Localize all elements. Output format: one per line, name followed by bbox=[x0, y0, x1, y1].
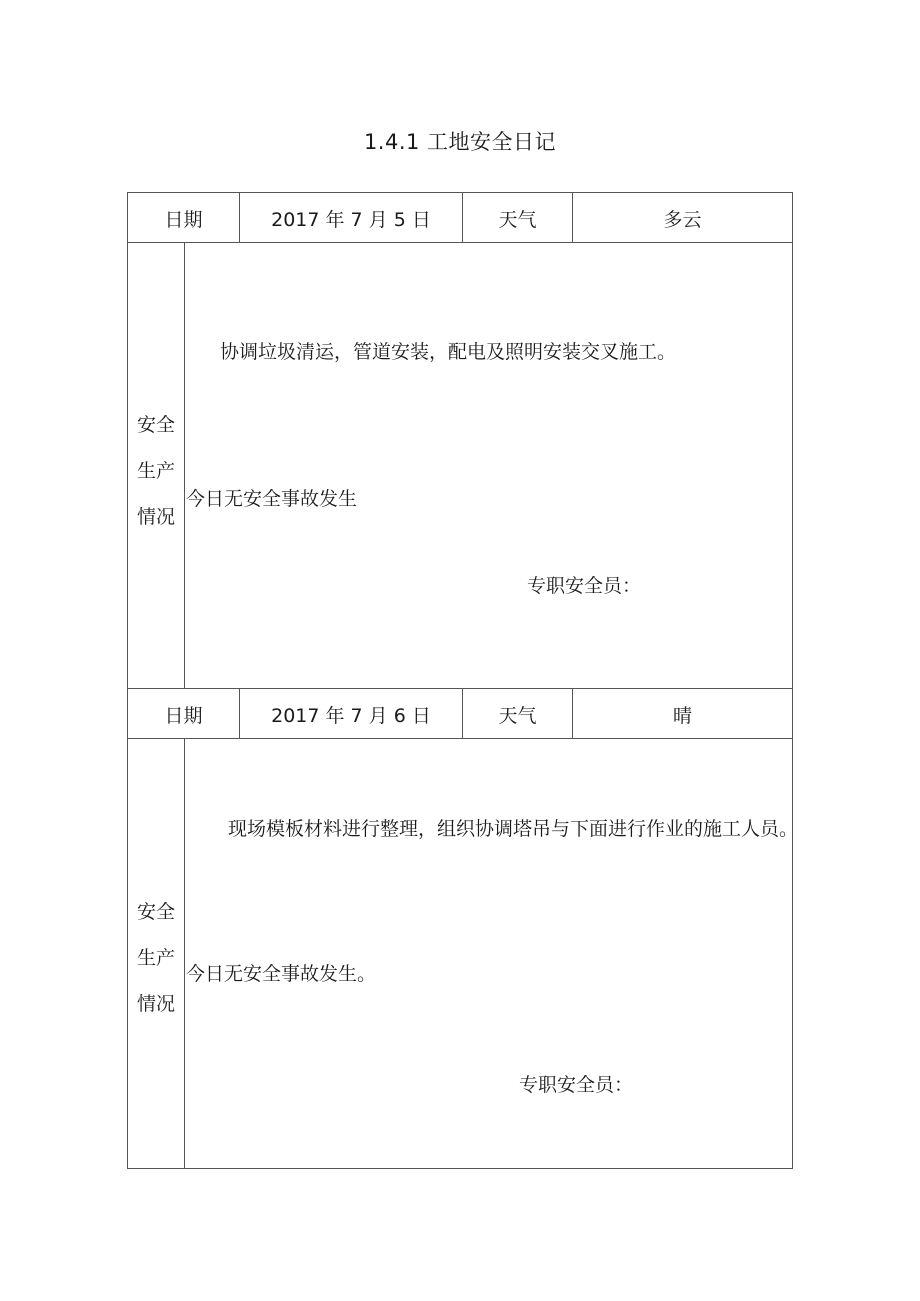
section-label-line: 情况 bbox=[136, 993, 175, 1015]
row-divider bbox=[127, 688, 793, 689]
work-description: 现场模板材料进行整理，组织协调塔吊与下面进行作业的施工人员。 bbox=[228, 818, 799, 840]
section-label-line: 情况 bbox=[136, 506, 175, 528]
date-value: 2017 年 7 月 6 日 bbox=[271, 705, 431, 727]
date-value: 2017 年 7 月 5 日 bbox=[271, 209, 431, 231]
table-border-bottom bbox=[127, 1168, 793, 1169]
safety-officer-label: 专职安全员： bbox=[519, 1074, 634, 1096]
col-divider bbox=[184, 738, 185, 1168]
section-label-line: 生产 bbox=[136, 460, 175, 482]
row-divider bbox=[127, 738, 793, 739]
weather-label: 天气 bbox=[498, 705, 537, 727]
work-description: 协调垃圾清运，管道安装，配电及照明安装交叉施工。 bbox=[220, 341, 677, 363]
table-border-right bbox=[792, 192, 793, 1169]
section-label-line: 安全 bbox=[136, 901, 175, 923]
weather-value: 多云 bbox=[663, 209, 702, 231]
section-label bbox=[128, 889, 184, 1027]
section-label-line: 安全 bbox=[136, 414, 175, 436]
section-label-line: 生产 bbox=[136, 947, 175, 969]
page-title: 1.4.1 工地安全日记 bbox=[363, 130, 557, 154]
accident-status: 今日无安全事故发生。 bbox=[186, 963, 377, 985]
row-divider bbox=[127, 242, 793, 243]
accident-status: 今日无安全事故发生 bbox=[186, 488, 358, 510]
weather-label: 天气 bbox=[498, 209, 537, 231]
col-divider bbox=[184, 242, 185, 688]
date-label: 日期 bbox=[164, 209, 203, 231]
weather-value: 晴 bbox=[672, 705, 692, 727]
section-label bbox=[128, 402, 184, 540]
table-border-top bbox=[127, 192, 793, 193]
safety-officer-label: 专职安全员： bbox=[527, 575, 642, 597]
date-label: 日期 bbox=[164, 705, 203, 727]
